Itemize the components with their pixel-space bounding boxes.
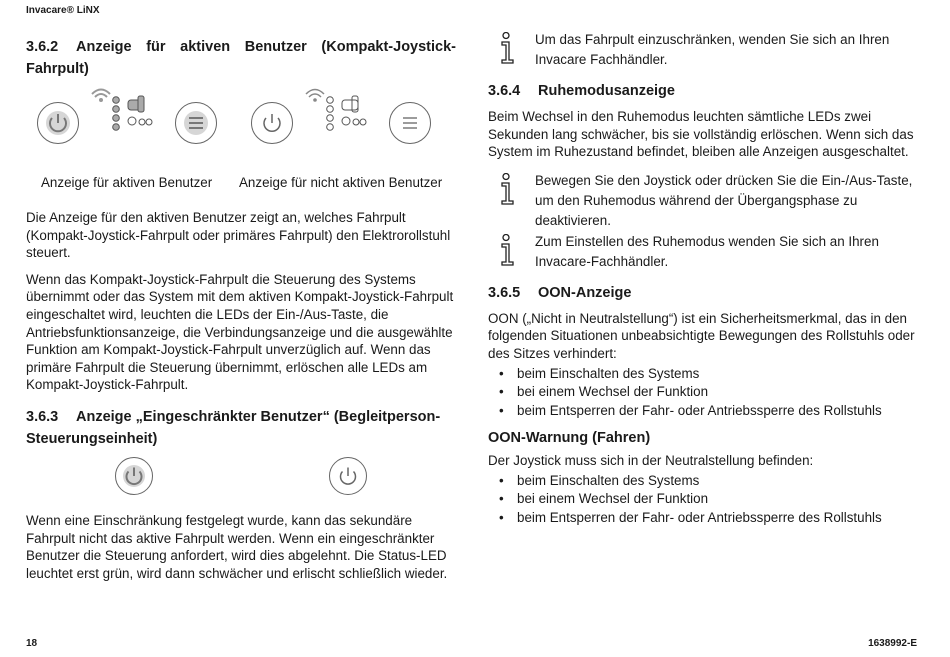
right-column [488,28,924,527]
oon-warning-heading: OON-Warnung (Fahren) [488,430,651,447]
restricted-user-figure [26,452,456,508]
page-number: 18 [26,638,38,649]
section-title: Anzeige für aktiven Benutzer (Kompakt-Joystick- [76,39,456,55]
section-number: 3.6.2 [26,39,59,55]
section-number: 3.6.5 [488,284,521,301]
paragraph: OON („Nicht in Neutralstellung“) ist ein Sicherheitsmerkmal, das in den folgenden Situationen unbeabsichtigte Bewegungen des Rollstuhls oder des Sitzes verhindert: [488,310,915,361]
power-button-green-icon [115,457,153,495]
active-user-figure [26,86,456,174]
oon-warning-list [488,472,924,528]
info-note [488,232,924,272]
list-item: • beim Einschalten des Systems [488,365,924,384]
section-3-6-3-heading-cont: Steuerungseinheit) [26,430,158,447]
menu-button-lit-icon [175,102,217,144]
list-item: • bei einem Wechsel der Funktion [488,490,924,509]
info-text: Um das Fahrpult einzuschränken, wenden Sie sich an Ihren Invacare Fachhändler. [535,32,890,67]
section-3-6-3-heading [26,406,456,428]
section-3-6-2-heading [26,36,456,58]
joystick-led-cluster-icon [88,86,158,138]
info-icon [500,32,518,64]
oon-situations-list [488,365,924,421]
figure-captions [26,174,456,191]
list-item: • beim Entsperren der Fahr- oder Antriebssperre des Rollstuhls [488,402,924,421]
list-item: • beim Entsperren der Fahr- oder Antriebssperre des Rollstuhls [488,509,924,528]
paragraph: Beim Wechsel in den Ruhemodus leuchten sämtliche LEDs zwei Sekunden lang schwächer, bis sie vollständig erlöschen. Wenn sich das System im Ruhezustand befindet, bleiben alle Anzeigen ausgeschaltet. [488,109,914,160]
power-button-lit-icon [37,102,79,144]
caption-inactive-user: Anzeige für nicht aktiven Benutzer [239,175,443,190]
paragraph: Wenn das Kompakt-Joystick-Fahrpult die Steuerung des Systems übernimmt oder das System mit dem aktiven Kompakt-Joystick-Fahrpult eingeschaltet wird, leuchten die LEDs der Ein-/Aus-Taste, die Antriebsfunktionsanzeige, die Verbindungsanzeige und die ausgewählte Funktion am Kompakt-Joystick-Fahrpult unverzüglich auf. Wenn das primäre Fahrpult die Steuerung übernimmt, erlöschen alle LEDs am Kompakt-Joystick-Fahrpult. [26,271,454,393]
paragraph: Der Joystick muss sich in der Neutralstellung befinden: [488,453,814,469]
menu-button-off-icon [389,102,431,144]
paragraph: Die Anzeige für den aktiven Benutzer zeigt an, welches Fahrpult (Kompakt-Joystick-Fahrpult oder primäres Fahrpult) den Elektrorollstuhl steuert. [26,210,451,261]
document-number: 1638992-E [868,638,917,649]
section-title: Anzeige „Eingeschränkter Benutzer“ (Begleitperson- [76,408,441,425]
left-column [26,36,456,582]
list-item: • beim Einschalten des Systems [488,472,924,491]
section-number: 3.6.4 [488,83,521,99]
header-brand: Invacare® LiNX [26,5,100,16]
info-icon [500,234,518,266]
section-3-6-4-heading [488,80,924,102]
section-3-6-2-heading-cont: Fahrpult) [26,61,89,77]
power-button-dim-icon [329,457,367,495]
info-text: Zum Einstellen des Ruhemodus wenden Sie sich an Ihren Invacare-Fachhändler. [535,233,879,269]
list-item: • bei einem Wechsel der Funktion [488,383,924,402]
power-button-off-icon [251,102,293,144]
caption-active-user: Anzeige für aktiven Benutzer [41,175,213,190]
info-icon [500,173,518,205]
info-note [488,171,924,231]
info-note [488,30,924,70]
section-title: Ruhemodusanzeige [538,83,675,99]
section-3-6-5-heading [488,282,924,304]
section-number: 3.6.3 [26,408,59,425]
joystick-led-cluster-off-icon [302,86,372,138]
info-text: Bewegen Sie den Joystick oder drücken Sie die Ein-/Aus-Taste, um den Ruhemodus während der Übergangsphase zu deaktivieren. [535,172,913,228]
section-title: OON-Anzeige [538,284,632,301]
paragraph: Wenn eine Einschränkung festgelegt wurde, kann das sekundäre Fahrpult nicht das aktive Fahrpult werden. Wenn ein eingeschränkter Benutzer die Steuerung anfordert, wird dies abgelehnt. Die Status-LED leuchtet erst grün, wird dann schwächer und erlischt schließlich wieder. [26,512,448,581]
